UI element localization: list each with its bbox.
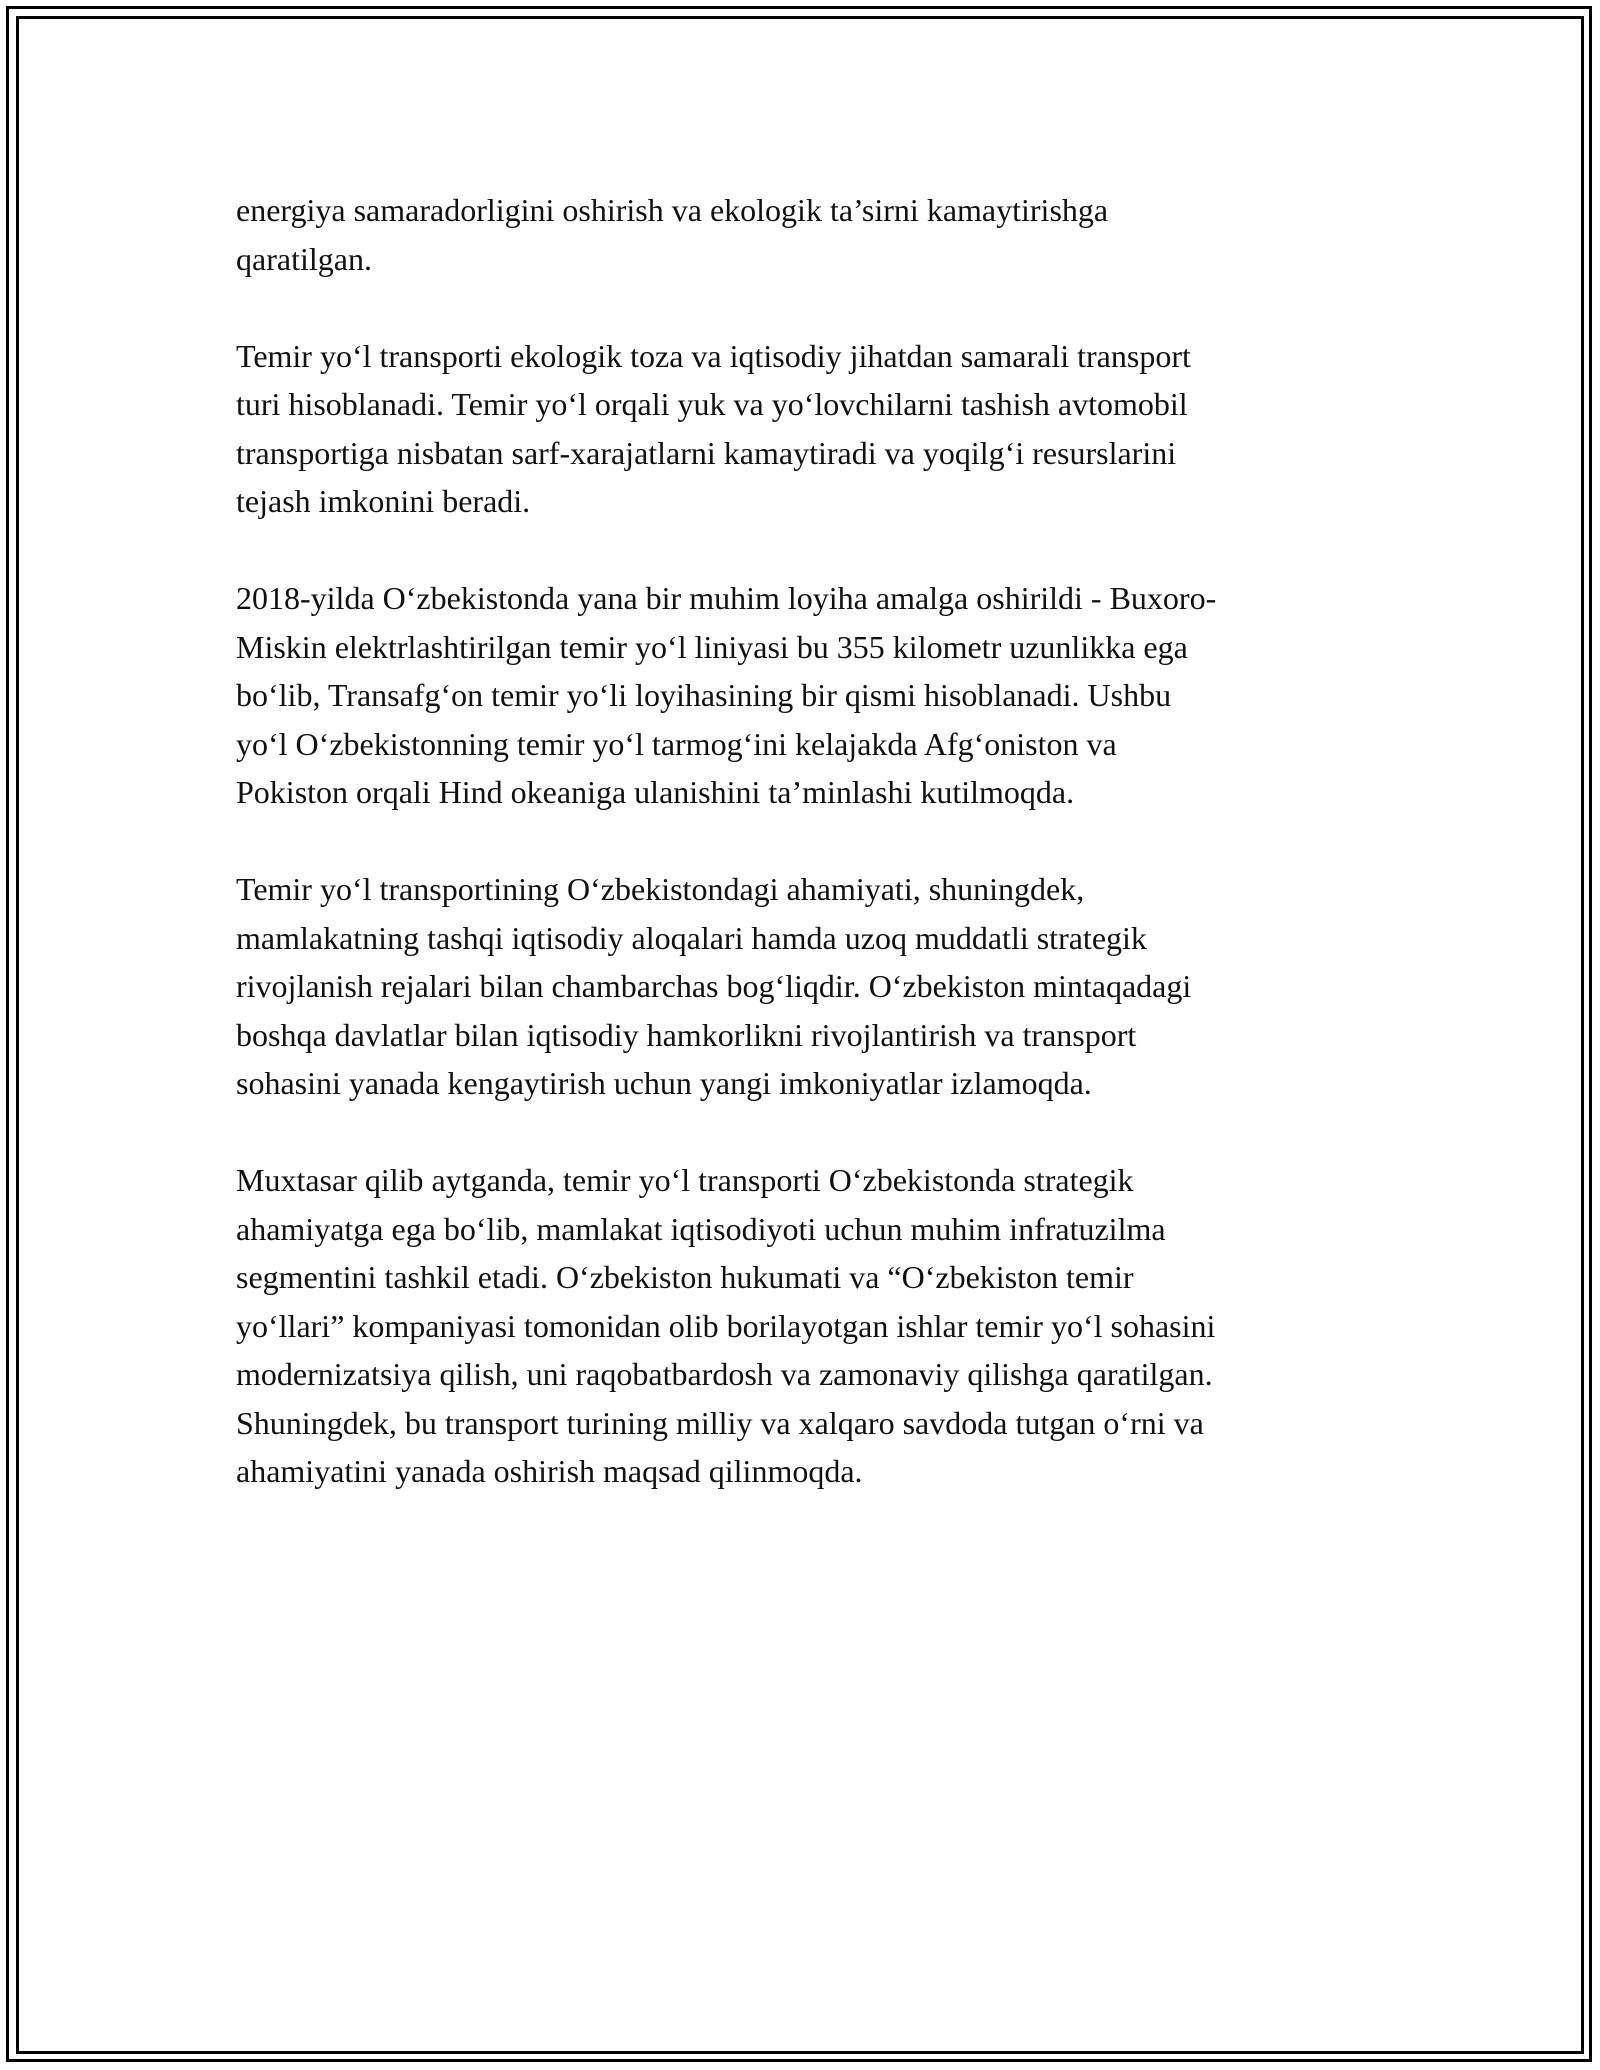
text-line: ahamiyatini yanada oshirish maqsad qilinmoqda. [236, 1453, 863, 1489]
text-line: Muxtasar qilib aytganda, temir yo‘l transporti O‘zbekistonda strategik [236, 1162, 1134, 1198]
text-line: boshqa davlatlar bilan iqtisodiy hamkorlikni rivojlantirish va transport [236, 1016, 1137, 1053]
paragraph-3 [236, 574, 1366, 817]
text-line: yo‘llari” kompaniyasi tomonidan olib borilayotgan ishlar temir yo‘l sohasini [236, 1307, 1216, 1344]
text-line: Temir yo‘l transporti ekologik toza va iqtisodiy jihatdan samarali transport [236, 337, 1191, 374]
paragraph-2 [236, 332, 1366, 526]
text-line: modernizatsiya qilish, uni raqobatbardosh va zamonaviy qilishga qaratilgan. [236, 1356, 1213, 1392]
text-line: ahamiyatga ega bo‘lib, mamlakat iqtisodiyoti uchun muhim infratuzilma [236, 1210, 1166, 1247]
paragraph-1 [236, 186, 1366, 283]
text-line: yo‘l O‘zbekistonning temir yo‘l tarmog‘ini kelajakda Afg‘oniston va [236, 725, 1117, 762]
text-line: qaratilgan. [236, 240, 372, 277]
paragraph-5 [236, 1156, 1366, 1496]
text-line: Temir yo‘l transportining O‘zbekistondagi ahamiyati, shuningdek, [236, 871, 1085, 907]
text-line: Pokiston orqali Hind okeaniga ulanishini ta’minlashi kutilmoqda. [236, 774, 1075, 810]
text-line: bo‘lib, Transafg‘on temir yo‘li loyihasining bir qismi hisoblanadi. Ushbu [236, 677, 1172, 713]
text-line: Shuningdek, bu transport turining milliy va xalqaro savdoda tutgan o‘rni va [236, 1404, 1204, 1441]
document-body [236, 186, 1366, 1544]
text-line: rivojlanish rejalari bilan chambarchas bog‘liqdir. O‘zbekiston mintaqadagi [236, 968, 1192, 1004]
text-line: segmentini tashkil etadi. O‘zbekiston hukumati va “O‘zbekiston temir [236, 1259, 1134, 1295]
text-line: turi hisoblanadi. Temir yo‘l orqali yuk va yo‘lovchilarni tashish avtomobil [236, 386, 1188, 422]
text-line: energiya samaradorligini oshirish va ekologik ta’sirni kamaytirishga [236, 192, 1109, 228]
text-line: tejash imkonini beradi. [236, 483, 531, 519]
text-line: transportiga nisbatan sarf-xarajatlarni kamaytiradi va yoqilg‘i resurslarini [236, 434, 1177, 471]
paragraph-4 [236, 865, 1366, 1108]
text-line: mamlakatning tashqi iqtisodiy aloqalari hamda uzoq muddatli strategik [236, 919, 1147, 956]
text-line: sohasini yanada kengaytirish uchun yangi imkoniyatlar izlamoqda. [236, 1065, 1092, 1101]
text-line: Miskin elektrlashtirilgan temir yo‘l liniyasi bu 355 kilometr uzunlikka ega [236, 628, 1188, 665]
text-line: 2018-yilda O‘zbekistonda yana bir muhim loyiha amalga oshirildi - Buxoro- [236, 580, 1217, 616]
